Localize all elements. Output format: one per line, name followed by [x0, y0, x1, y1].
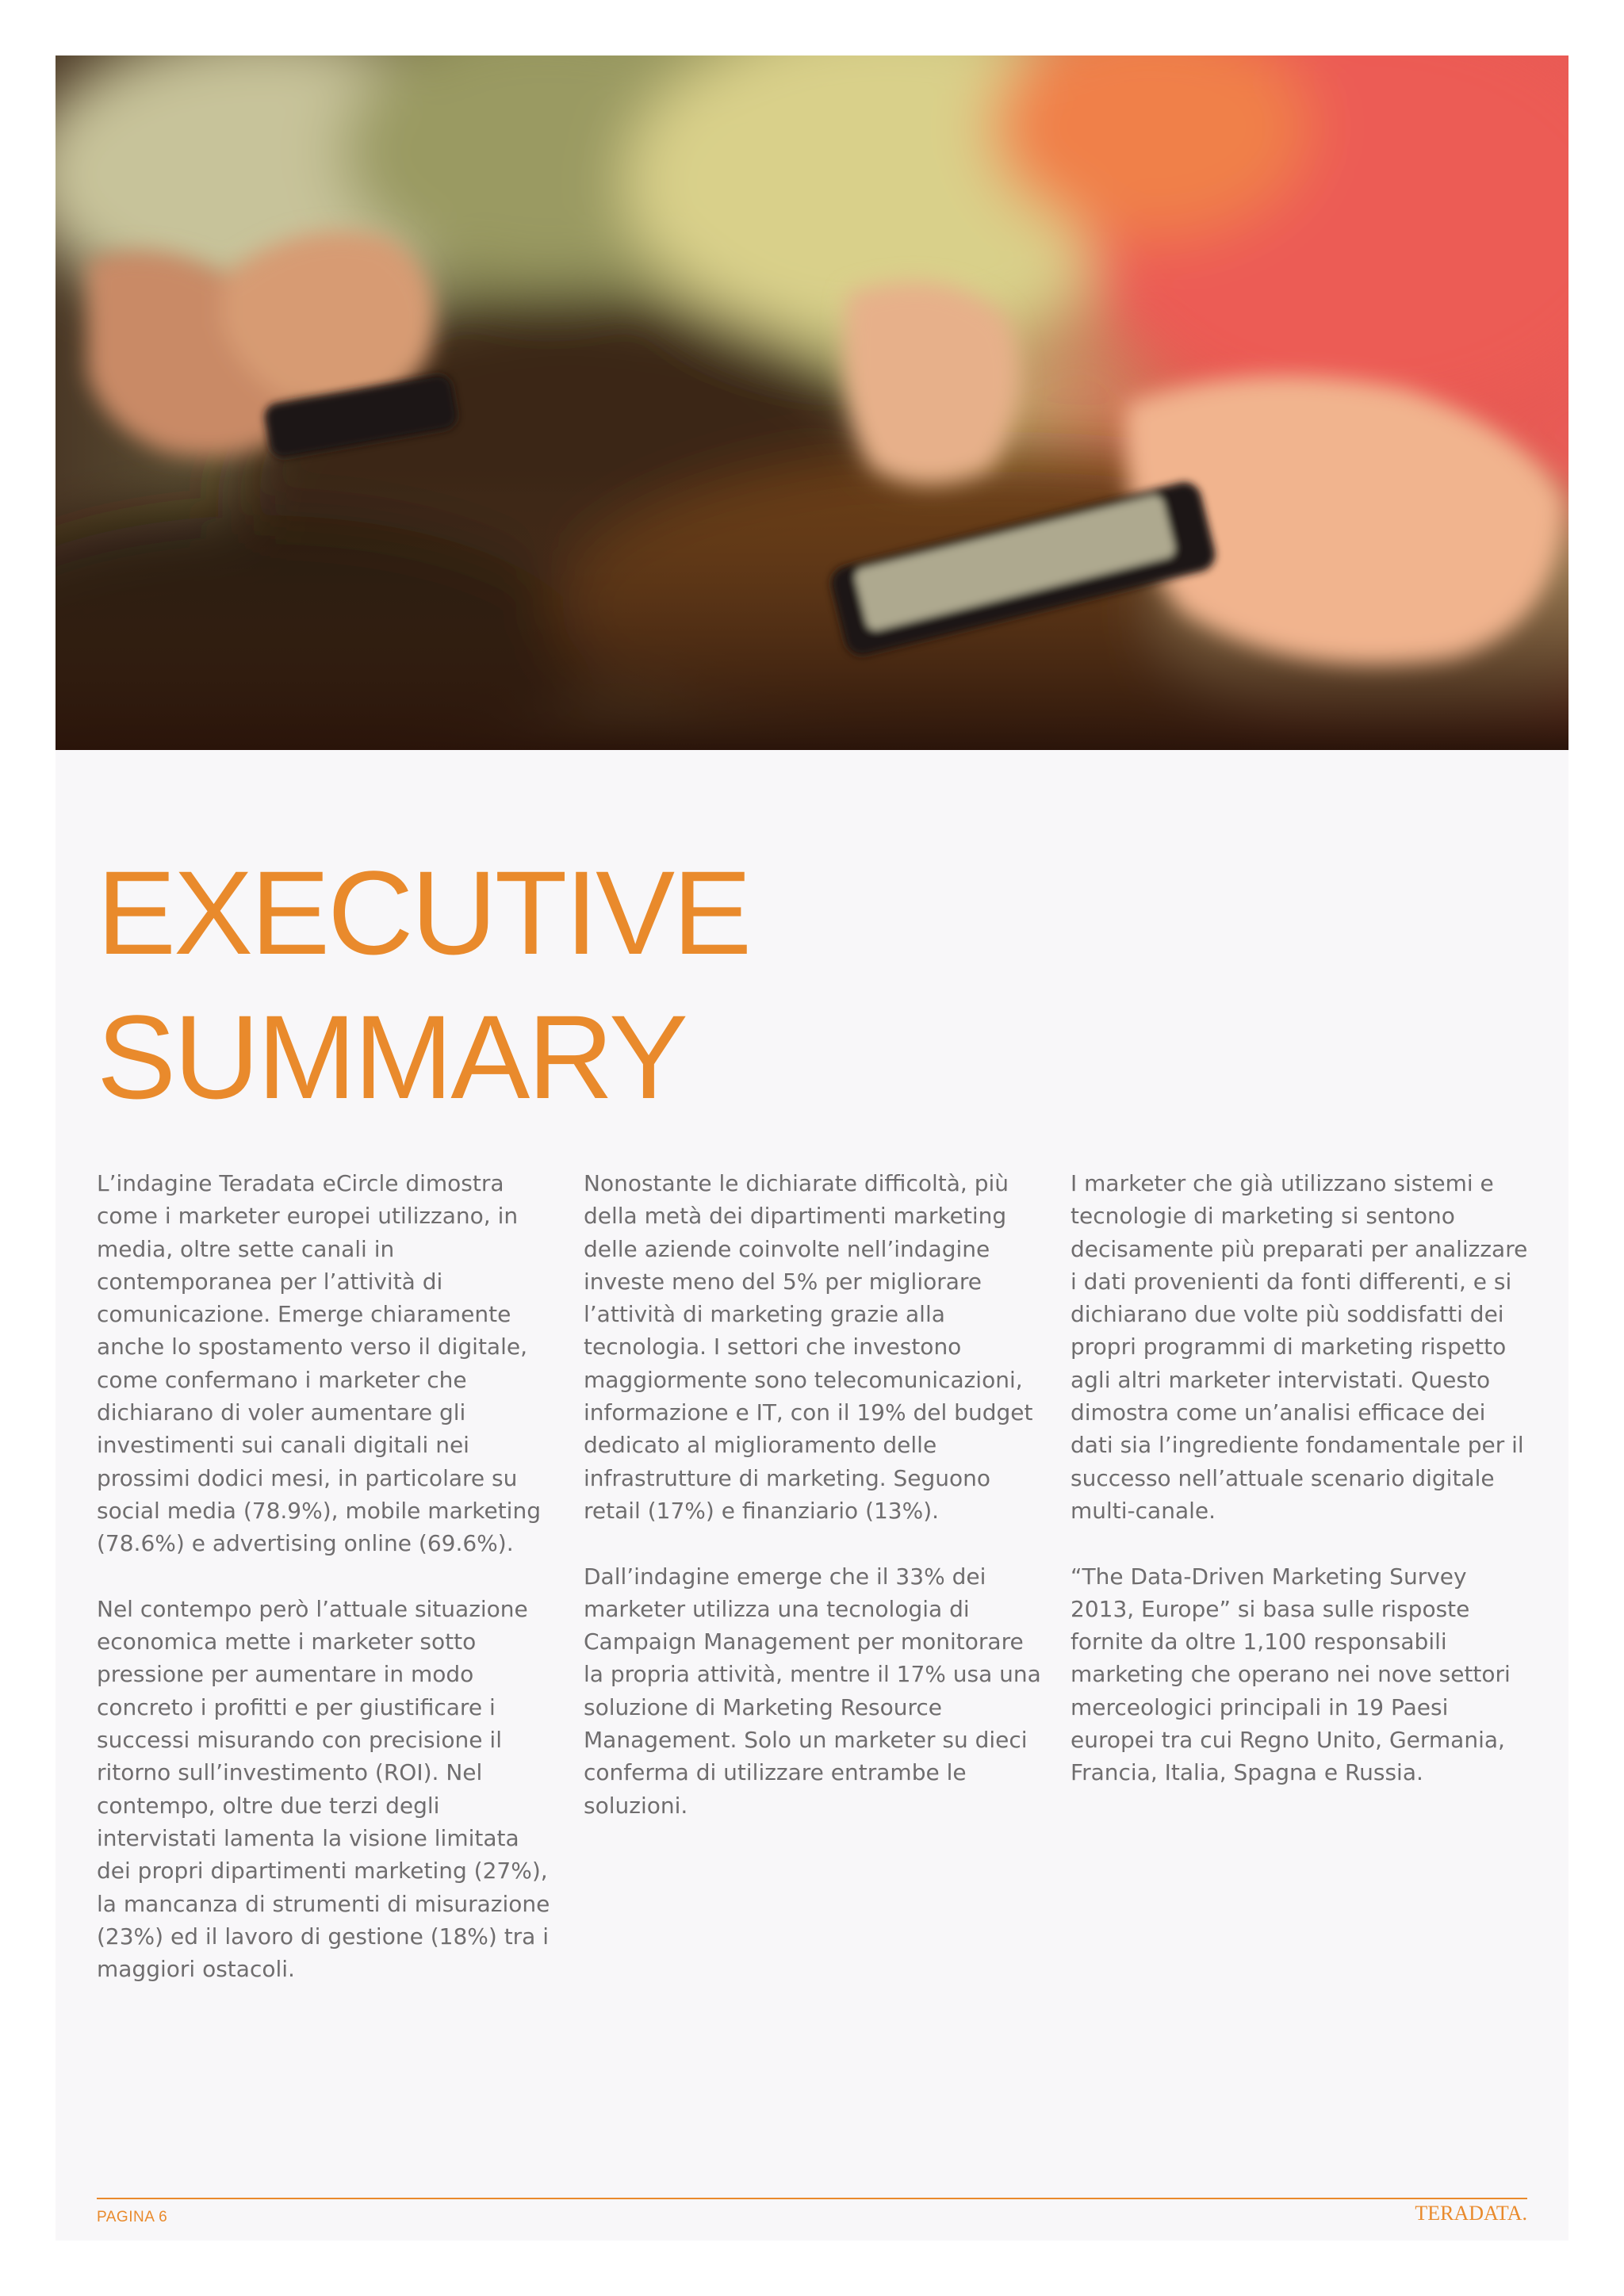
paragraph: Dall’indagine emerge che il 33% dei marketer utilizza una tecnologia di Campaign Management per monitorare la propria attività, mentre il 17% usa una soluzione di Marketing Resource Management. Solo un marketer su dieci conferma di utilizzare entrambe le soluzioni.	[584, 1563, 1041, 1819]
paragraph: Nonostante le dichiarate difficoltà, più della metà dei dipartimenti marketing delle aziende coinvolte nell’indagine investe meno del 5% per migliorare l’attività di marketing grazie alla tecnologia. I settori che investono maggiormente sono telecomunicazioni, informazione e IT, con il 19% del budget dedicato al miglioramento delle infrastrutture di marketing. Seguono retail (17%) e finanziario (13%).	[584, 1170, 1033, 1524]
title-line-1: EXECUTIVE	[97, 846, 750, 979]
document-page	[56, 55, 1568, 2241]
footer-divider	[97, 2198, 1527, 2199]
page-title	[97, 840, 749, 1129]
text-column-2	[584, 1167, 1044, 1854]
hero-photo	[56, 55, 1568, 750]
paragraph: “The Data-Driven Marketing Survey 2013, Europe” si basa sulle risposte fornite da oltre 1,100 responsabili marketing che operano nei nove settori merceologici principali in 19 Paesi europei tra cui Regno Unito, Germania, Francia, Italia, Spagna e Russia.	[1071, 1563, 1511, 1786]
title-line-2: SUMMARY	[97, 990, 686, 1123]
teradata-logo: TERADATA.	[1415, 2202, 1527, 2225]
page-number: PAGINA 6	[97, 2209, 168, 2225]
paragraph: L’indagine Teradata eCircle dimostra come i marketer europei utilizzano, in media, oltre sette canali in contemporanea per l’attività di comunicazione. Emerge chiaramente anche lo spostamento verso il digitale, come confermano i marketer che dichiarano di voler aumentare gli investimenti sui canali digitali nei prossimi dodici mesi, in particolare su social media (78.9%), mobile marketing (78.6%) e advertising online (69.6%).	[97, 1170, 541, 1557]
text-column-1	[97, 1167, 557, 2019]
paragraph: I marketer che già utilizzano sistemi e tecnologie di marketing si sentono decisamente più preparati per analizzare i dati provenienti da fonti differenti, e si dichiarano due volte più soddisfatti dei propri programmi di marketing rispetto agli altri marketer intervistati. Questo dimostra come un’analisi efficace dei dati sia l’ingrediente fondamentale per il successo nell’attuale scenario digitale multi-canale.	[1071, 1170, 1528, 1524]
photo-hands-smartphones-icon	[56, 55, 1568, 750]
text-column-3	[1071, 1167, 1530, 1822]
paragraph: Nel contempo però l’attuale situazione economica mette i marketer sotto pressione per aumentare in modo concreto i profitti e per giustificare i successi misurando con precisione il ritorno sull’investimento (ROI). Nel contempo, oltre due terzi degli intervistati lamenta la visione limitata dei propri dipartimenti marketing (27%), la mancanza di strumenti di misurazione (23%) ed il lavoro di gestione (18%) tra i maggiori ostacoli.	[97, 1595, 550, 1983]
